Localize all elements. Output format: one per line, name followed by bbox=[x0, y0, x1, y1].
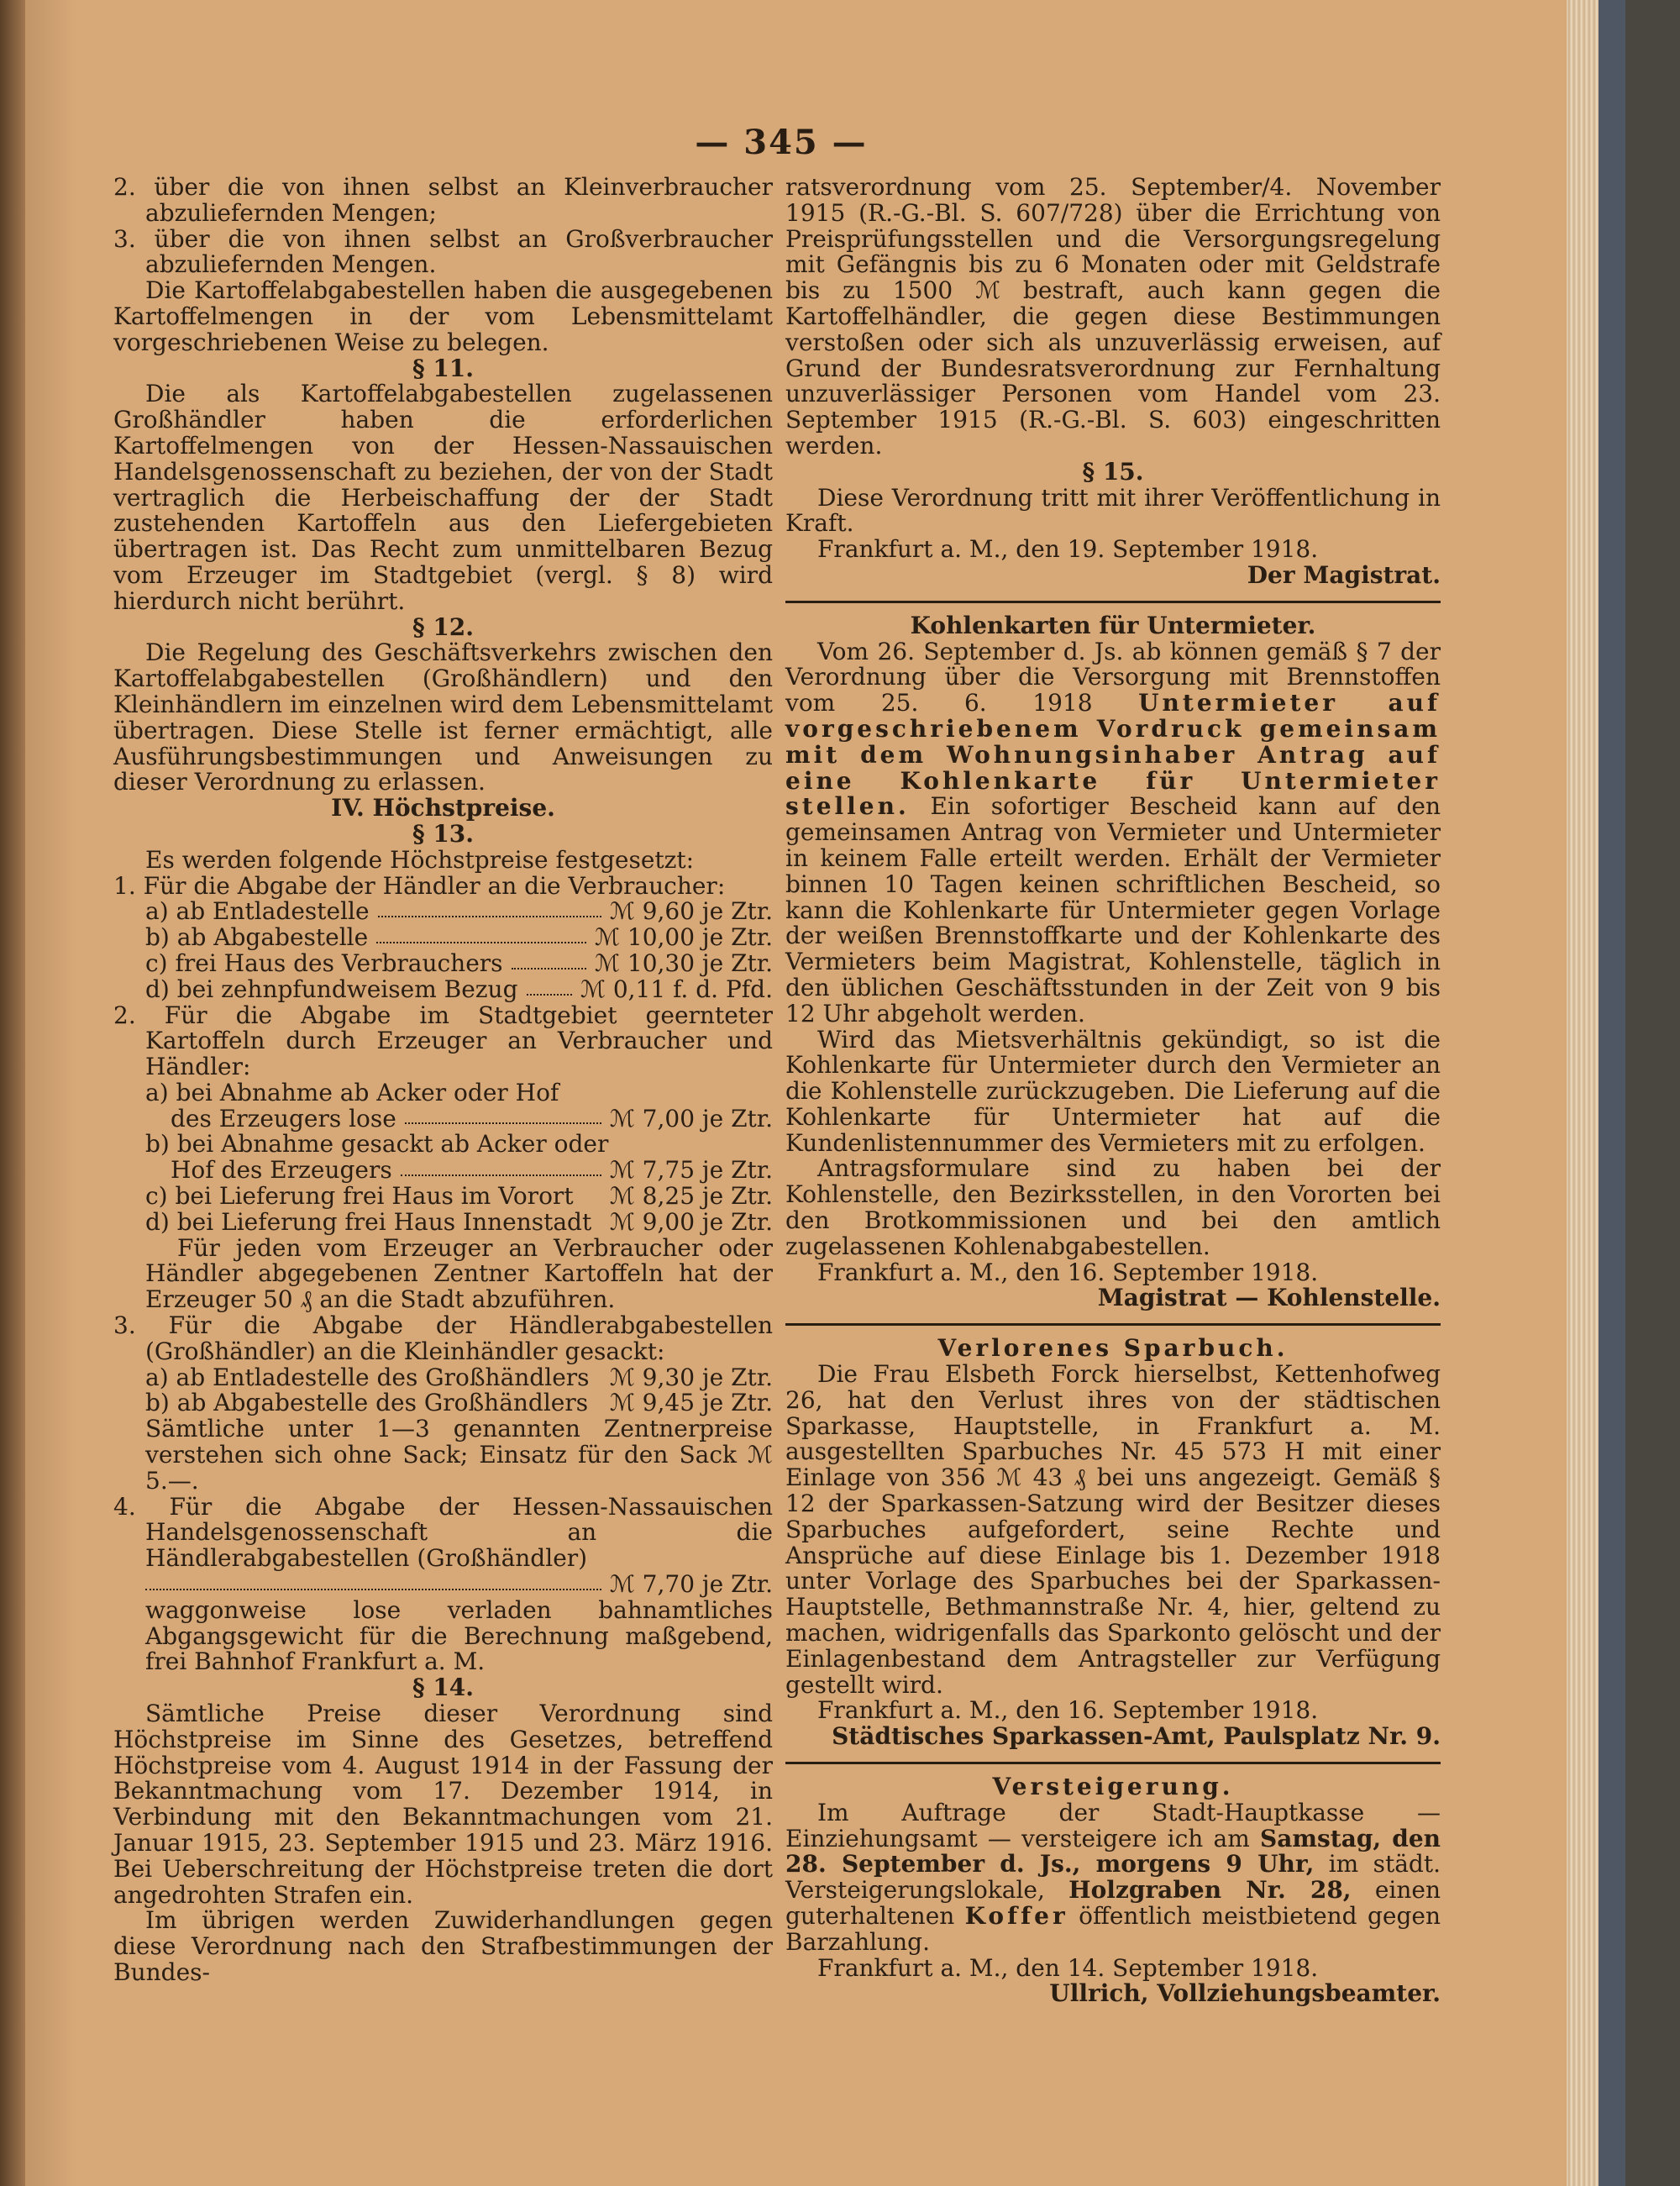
price-label: d) bei zehnpfundweisem Bezug bbox=[145, 975, 518, 1003]
emphasis: Samstag, den 28. September d. Js., morgens 9 Uhr, bbox=[785, 1824, 1441, 1879]
paragraph: Diese Verordnung tritt mit ihrer Veröffentlichung in Kraft. bbox=[785, 483, 1441, 538]
price-group-title: 3. Für die Abgabe der Händlerabgabestellen (Großhändler) an die Kleinhändler gesackt: bbox=[113, 1311, 773, 1365]
paragraph: Sämtliche unter 1—3 genannten Zentnerpreise verstehen sich ohne Sack; Einsatz für den Sack ℳ 5.—. bbox=[145, 1415, 773, 1495]
price-group-title: 4. Für die Abgabe der Hessen-Nassauischen Handelsgenossenschaft an die Händlerabgabestellen (Großhändler) bbox=[113, 1492, 773, 1573]
paragraph: waggonweise lose verladen bahnamtliches Abgangsgewicht für die Berechnung maßgebend, frei Bahnhof Frankfurt a. M. bbox=[145, 1595, 773, 1676]
price-value: ℳ 9,30 je Ztr. bbox=[609, 1363, 773, 1391]
price-value: ℳ 10,00 je Ztr. bbox=[595, 923, 773, 952]
divider bbox=[785, 1323, 1441, 1326]
paragraph: Es werden folgende Höchstpreise festgesetzt: bbox=[145, 845, 695, 874]
price-value: ℳ 9,45 je Ztr. bbox=[609, 1389, 773, 1417]
price-label: a) ab Entladestelle des Großhändlers bbox=[145, 1363, 590, 1391]
price-row bbox=[145, 1390, 773, 1416]
price-row bbox=[145, 977, 773, 1003]
signature: Ullrich, Vollziehungsbeamter. bbox=[1049, 1979, 1441, 2008]
date-line: Frankfurt a. M., den 19. September 1918. bbox=[817, 535, 1319, 564]
chapter-heading: IV. Höchstpreise. bbox=[331, 794, 555, 822]
notice-title: Kohlenkarten für Untermieter. bbox=[910, 611, 1316, 639]
price-value: ℳ 9,60 je Ztr. bbox=[609, 897, 773, 926]
price-label: b) bei Abnahme gesackt ab Acker oder bbox=[145, 1130, 609, 1159]
paragraph: ratsverordnung vom 25. September/4. November 1915 (R.-G.-Bl. S. 607/728) über die Errichtung von Preisprüfungsstellen und die Versorgungsregelung mit Gefängnis bis zu 6 Monaten oder mit Geldstrafe bis zu 1500 ℳ bestraft, auch kann gegen die Kartoffelhändler, die gegen diese Bestimmungen verstoßen oder sich als unzuverlässig erweisen, auf Grund der Bundesratsverordnung zur Fernhaltung unzuverlässiger Personen vom Handel vom 23. September 1915 (R.-G.-Bl. S. 603) eingeschritten werden. bbox=[785, 173, 1441, 460]
price-value: ℳ 0,11 f. d. Pfd. bbox=[580, 975, 773, 1003]
right-column bbox=[785, 175, 1441, 2007]
price-label: c) frei Haus des Verbrauchers bbox=[145, 948, 503, 977]
price-value: ℳ 9,00 je Ztr. bbox=[609, 1207, 773, 1236]
notice-title: Versteigerung. bbox=[992, 1773, 1234, 1801]
price-row bbox=[145, 1158, 773, 1184]
page-number: — 345 — bbox=[695, 123, 868, 162]
price-label: d) bei Lieferung frei Haus Innenstadt bbox=[145, 1207, 592, 1236]
section-heading: § 13. bbox=[412, 819, 475, 848]
paragraph: Die Regelung des Geschäftsverkehrs zwischen den Kartoffelabgabestellen (Großhändlern) und den Kleinhändlern im einzelnen wird dem Lebensmittelamt übertragen. Diese Stelle ist ferner ermächtigt, alle Ausführungsbestimmungen und Anweisungen zu dieser Verordnung zu erlassen. bbox=[113, 638, 773, 796]
paragraph: Wird das Mietsverhältnis gekündigt, so ist die Kohlenkarte für Untermieter durch den Vermieter an die Kohlenstelle zurückzugeben. Die Lieferung auf die Kohlenkarte für Untermieter hat auf die Kundenlistennummer des Vermieters mit zu erfolgen. bbox=[785, 1025, 1441, 1157]
price-row bbox=[145, 1207, 773, 1236]
list-item: 3. über die von ihnen selbst an Großverbraucher abzuliefernden Mengen. bbox=[113, 224, 773, 279]
price-label: Hof des Erzeugers bbox=[171, 1156, 392, 1185]
list-item: 2. über die von ihnen selbst an Kleinverbraucher abzuliefernden Mengen; bbox=[113, 173, 773, 227]
section-heading: § 11. bbox=[412, 354, 475, 382]
signature: Städtisches Sparkassen-Amt, Paulsplatz Nr. 9. bbox=[832, 1722, 1441, 1751]
date-line: Frankfurt a. M., den 14. September 1918. bbox=[817, 1953, 1319, 1982]
price-value: ℳ 7,70 je Ztr. bbox=[609, 1570, 773, 1599]
divider bbox=[785, 1762, 1441, 1764]
signature: Magistrat — Kohlenstelle. bbox=[1097, 1284, 1441, 1312]
date-line: Frankfurt a. M., den 16. September 1918. bbox=[817, 1696, 1319, 1725]
price-value: ℳ 7,75 je Ztr. bbox=[609, 1156, 773, 1185]
date-line: Frankfurt a. M., den 16. September 1918. bbox=[817, 1258, 1319, 1286]
section-heading: § 12. bbox=[412, 612, 475, 641]
paragraph: Im Auftrage der Stadt-Hauptkasse — Einziehungsamt — versteigere ich am Samstag, den 28. September d. Js., morgens 9 Uhr, im städt. Versteigerungslokale, Holzgraben Nr. 28, einen guterhaltenen Koffer öffentlich meistbietend gegen Barzahlung. bbox=[785, 1798, 1441, 1956]
price-row bbox=[145, 1106, 773, 1132]
price-row bbox=[145, 948, 773, 977]
price-list bbox=[113, 1080, 773, 1313]
price-row bbox=[145, 1365, 773, 1391]
price-label: a) ab Entladestelle bbox=[145, 897, 370, 926]
price-row bbox=[145, 1184, 773, 1210]
price-label: a) bei Abnahme ab Acker oder Hof bbox=[145, 1078, 559, 1106]
divider bbox=[785, 601, 1441, 603]
paragraph: Vom 26. September d. Js. ab können gemäß § 7 der Verordnung über die Versorgung mit Brennstoffen vom 25. 6. 1918 Untermieter auf vorgeschriebenem Vordruck gemeinsam mit dem Wohnungsinhaber Antrag auf eine Kohlenkarte für Untermieter stellen. Ein sofortiger Bescheid kann auf den gemeinsamen Antrag von Vermieter und Untermieter in keinem Falle erteilt werden. Erhält der Vermieter binnen 10 Tagen keinen schriftlichen Bescheid, so kann die Kohlenkarte für Untermieter gegen Vorlage der weißen Brennstoffkarte und der Kohlenkarte des Vermieters beim Magistrat, Kohlenstelle, täglich in den üblichen Geschäftsstunden in der Zeit von 9 bis 12 Uhr abgeholt werden. bbox=[785, 637, 1441, 1027]
left-column bbox=[113, 175, 773, 1986]
price-list bbox=[113, 899, 773, 1002]
paragraph: Die Frau Elsbeth Forck hierselbst, Kettenhofweg 26, hat den Verlust ihres von der städtischen Sparkasse, Hauptstelle, in Frankfurt a. M. ausgestellten Sparbuches Nr. 45 573 H mit einer Einlage von 356 ℳ 43 ₰ bei uns angezeigt. Gemäß § 12 der Sparkassen-Satzung wird der Besitzer dieses Sparbuches aufgefordert, seine Rechte und Ansprüche auf diese Einlage bis 1. Dezember 1918 unter Vorlage des Sparbuches bei der Sparkassen-Hauptstelle, Bethmannstraße Nr. 4, hier, geltend zu machen, widrigenfalls das Sparkonto gelöscht und der Einlagenbestand dem Antragsteller zur Verfügung gestellt wird. bbox=[785, 1360, 1441, 1699]
emphasis: Koffer bbox=[964, 1902, 1068, 1930]
price-label: b) ab Abgabestelle des Großhändlers bbox=[145, 1389, 589, 1417]
price-list bbox=[113, 1365, 773, 1495]
paragraph: Antragsformulare sind zu haben bei der Kohlenstelle, den Bezirksstellen, in den Vororten bei den Brotkommissionen und bei den amtlich zugelassenen Kohlenabgabestellen. bbox=[785, 1154, 1441, 1260]
paragraph: Für jeden vom Erzeuger an Verbraucher oder Händler abgegebenen Zentner Kartoffeln hat der Erzeuger 50 ₰ an die Stadt abzuführen. bbox=[145, 1233, 773, 1314]
notice-title: Verlorenes Sparbuch. bbox=[937, 1334, 1289, 1363]
paragraph: Im übrigen werden Zuwiderhandlungen gegen diese Verordnung nach den Strafbestimmungen der Bundes- bbox=[113, 1906, 773, 1986]
price-list bbox=[113, 1572, 773, 1675]
emphasis: Untermieter auf vorgeschriebenem Vordruck gemeinsam mit dem Wohnungsinhaber Antrag auf eine Kohlenkarte für Untermieter stellen. bbox=[785, 689, 1441, 821]
price-group-title: 1. Für die Abgabe der Händler an die Verbraucher: bbox=[113, 871, 726, 900]
emphasis: Holzgraben Nr. 28, bbox=[1068, 1876, 1352, 1905]
price-group-title: 2. Für die Abgabe im Stadtgebiet geernteter Kartoffeln durch Erzeuger an Verbraucher und Händler: bbox=[113, 1001, 773, 1081]
paragraph: Die als Kartoffelabgabestellen zugelassenen Großhändler haben die erforderlichen Kartoffelmengen von der Hessen-Nassauischen Handelsgenossenschaft zu beziehen, der von der Stadt vertraglich die Herbeischaffung der der Stadt zustehenden Kartoffeln aus den Liefergebieten übertragen ist. Das Recht zum unmittelbaren Bezug vom Erzeuger im Stadtgebiet (vergl. § 8) wird hierdurch nicht berührt. bbox=[113, 380, 773, 615]
document-page bbox=[25, 0, 1625, 2186]
book-cover bbox=[1599, 0, 1625, 2186]
paragraph: Die Kartoffelabgabestellen haben die ausgegebenen Kartoffelmengen in der vom Lebensmittelamt vorgeschriebenen Weise zu belegen. bbox=[113, 276, 773, 356]
price-label: b) ab Abgabestelle bbox=[145, 923, 369, 952]
section-heading: § 14. bbox=[412, 1674, 475, 1702]
price-value: ℳ 10,30 je Ztr. bbox=[595, 948, 773, 977]
price-row bbox=[145, 1572, 773, 1598]
paragraph: Sämtliche Preise dieser Verordnung sind Höchstpreise im Sinne des Gesetzes, betreffend Höchstpreise vom 4. August 1914 in der Fassung der Bekanntmachung vom 17. Dezember 1914, in Verbindung mit den Bekanntmachungen vom 21. Januar 1915, 23. September 1915 und 23. März 1916. Bei Ueberschreitung der Höchstpreise treten die dort angedrohten Strafen ein. bbox=[113, 1700, 773, 1909]
price-value: ℳ 8,25 je Ztr. bbox=[609, 1182, 773, 1211]
price-value: ℳ 7,00 je Ztr. bbox=[609, 1104, 773, 1132]
price-label: des Erzeugers lose bbox=[171, 1104, 396, 1132]
price-row bbox=[145, 925, 773, 951]
section-heading: § 15. bbox=[1082, 457, 1144, 486]
price-row bbox=[145, 899, 773, 925]
signature: Der Magistrat. bbox=[1247, 560, 1441, 589]
price-label: c) bei Lieferung frei Haus im Vorort bbox=[145, 1182, 574, 1211]
